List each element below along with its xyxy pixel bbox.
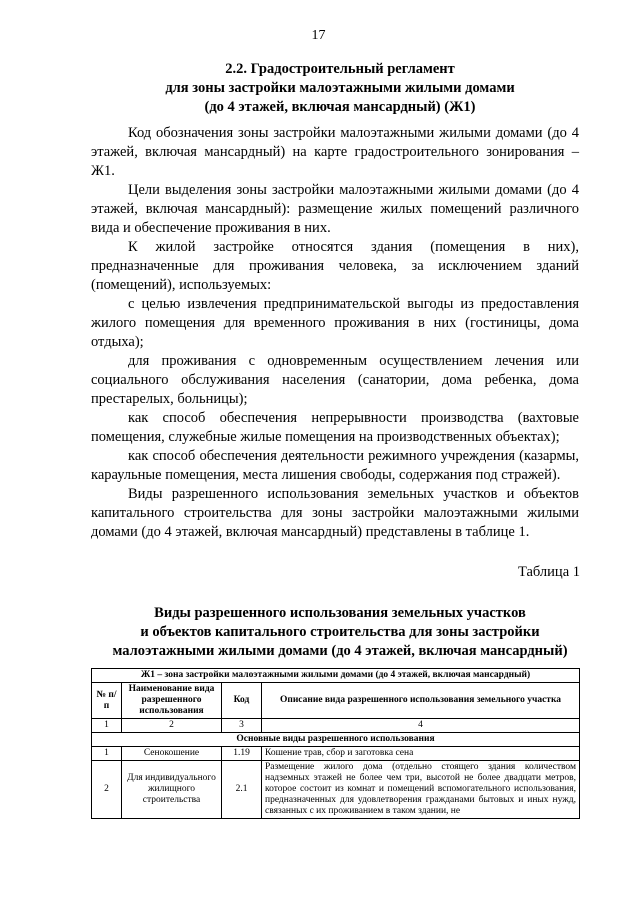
section-heading-line: для зоны застройки малоэтажными жилыми домами — [165, 80, 515, 96]
zone-title-cell: Ж1 – зона застройки малоэтажными жилыми домами (до 4 этажей, включая мансардный) — [92, 669, 580, 683]
table-zone-row — [92, 669, 580, 683]
paragraph: Цели выделения зоны застройки малоэтажными жилыми домами (до 4 этажей, включая мансардный): размещение жилых помещений различного вида и обеспечение проживания в них. — [91, 182, 579, 236]
row-code: 1.19 — [222, 747, 262, 761]
table-header-row — [92, 683, 580, 719]
column-number: 1 — [92, 719, 122, 733]
row-number: 2 — [92, 761, 122, 819]
table-heading-line: малоэтажными жилыми домами (до 4 этажей, включая мансардный) — [112, 643, 568, 659]
column-number: 2 — [122, 719, 222, 733]
row-code: 2.1 — [222, 761, 262, 819]
body-text — [91, 124, 579, 542]
table-heading-line: и объектов капитального строительства для зоны застройки — [140, 624, 540, 640]
paragraph: для проживания с одновременным осуществлением лечения или социального обслуживания населения (санатории, дома ребенка, дома престарелых, больницы); — [91, 353, 579, 407]
paragraph: Виды разрешенного использования земельных участков и объектов капитального строительства для зоны застройки малоэтажными жилыми домами (до 4 этажей, включая мансардный) представлены в таблице 1. — [91, 486, 579, 540]
header-name: Наименование вида разрешенного использования — [122, 683, 222, 719]
table-row — [92, 761, 580, 819]
table-row — [92, 747, 580, 761]
table-heading-line: Виды разрешенного использования земельных участков — [154, 605, 526, 621]
row-name: Для индивидуального жилищного строительства — [122, 761, 222, 819]
row-description: Размещение жилого дома (отдельно стоящего здания количеством надземных этажей не более чем три, высотой не более двадцати метров, которое состоит из комнат и помещений вспомогательного использования, предназначенных для удовлетворения гражданами бытовых и иных нужд, связанных с их проживанием в таком здании, не — [262, 761, 580, 819]
table-column-numbers-row — [92, 719, 580, 733]
section-heading-line: (до 4 этажей, включая мансардный) (Ж1) — [204, 99, 476, 115]
section-heading-line: 2.2. Градостроительный регламент — [225, 61, 455, 77]
paragraph: Код обозначения зоны застройки малоэтажными жилыми домами (до 4 этажей, включая мансардный) на карте градостроительного зонирования – Ж1. — [91, 125, 579, 179]
header-number: № п/п — [92, 683, 122, 719]
paragraph: К жилой застройке относятся здания (помещения в них), предназначенные для проживания человека, за исключением зданий (помещений), используемых: — [91, 239, 579, 293]
header-code: Код — [222, 683, 262, 719]
row-description: Кошение трав, сбор и заготовка сена — [262, 747, 580, 761]
section-heading — [80, 60, 600, 117]
table-section-row — [92, 733, 580, 747]
paragraph: как способ обеспечения непрерывности производства (вахтовые помещения, служебные жилые помещения на производственных объектах); — [91, 410, 579, 445]
regulations-table — [91, 668, 580, 819]
paragraph: с целью извлечения предпринимательской выгоды из предоставления жилого помещения для временного проживания в них (гостиницы, дома отдыха); — [91, 296, 579, 350]
row-number: 1 — [92, 747, 122, 761]
table-caption: Таблица 1 — [517, 564, 580, 580]
section-title-cell: Основные виды разрешенного использования — [92, 733, 580, 747]
page-number: 17 — [311, 28, 326, 43]
column-number: 3 — [222, 719, 262, 733]
paragraph: как способ обеспечения деятельности режимного учреждения (казармы, караульные помещения, места лишения свободы, содержания под стражей). — [91, 448, 579, 483]
header-description: Описание вида разрешенного использования земельного участка — [262, 683, 580, 719]
table-heading — [80, 604, 600, 661]
row-name: Сенокошение — [122, 747, 222, 761]
column-number: 4 — [262, 719, 580, 733]
